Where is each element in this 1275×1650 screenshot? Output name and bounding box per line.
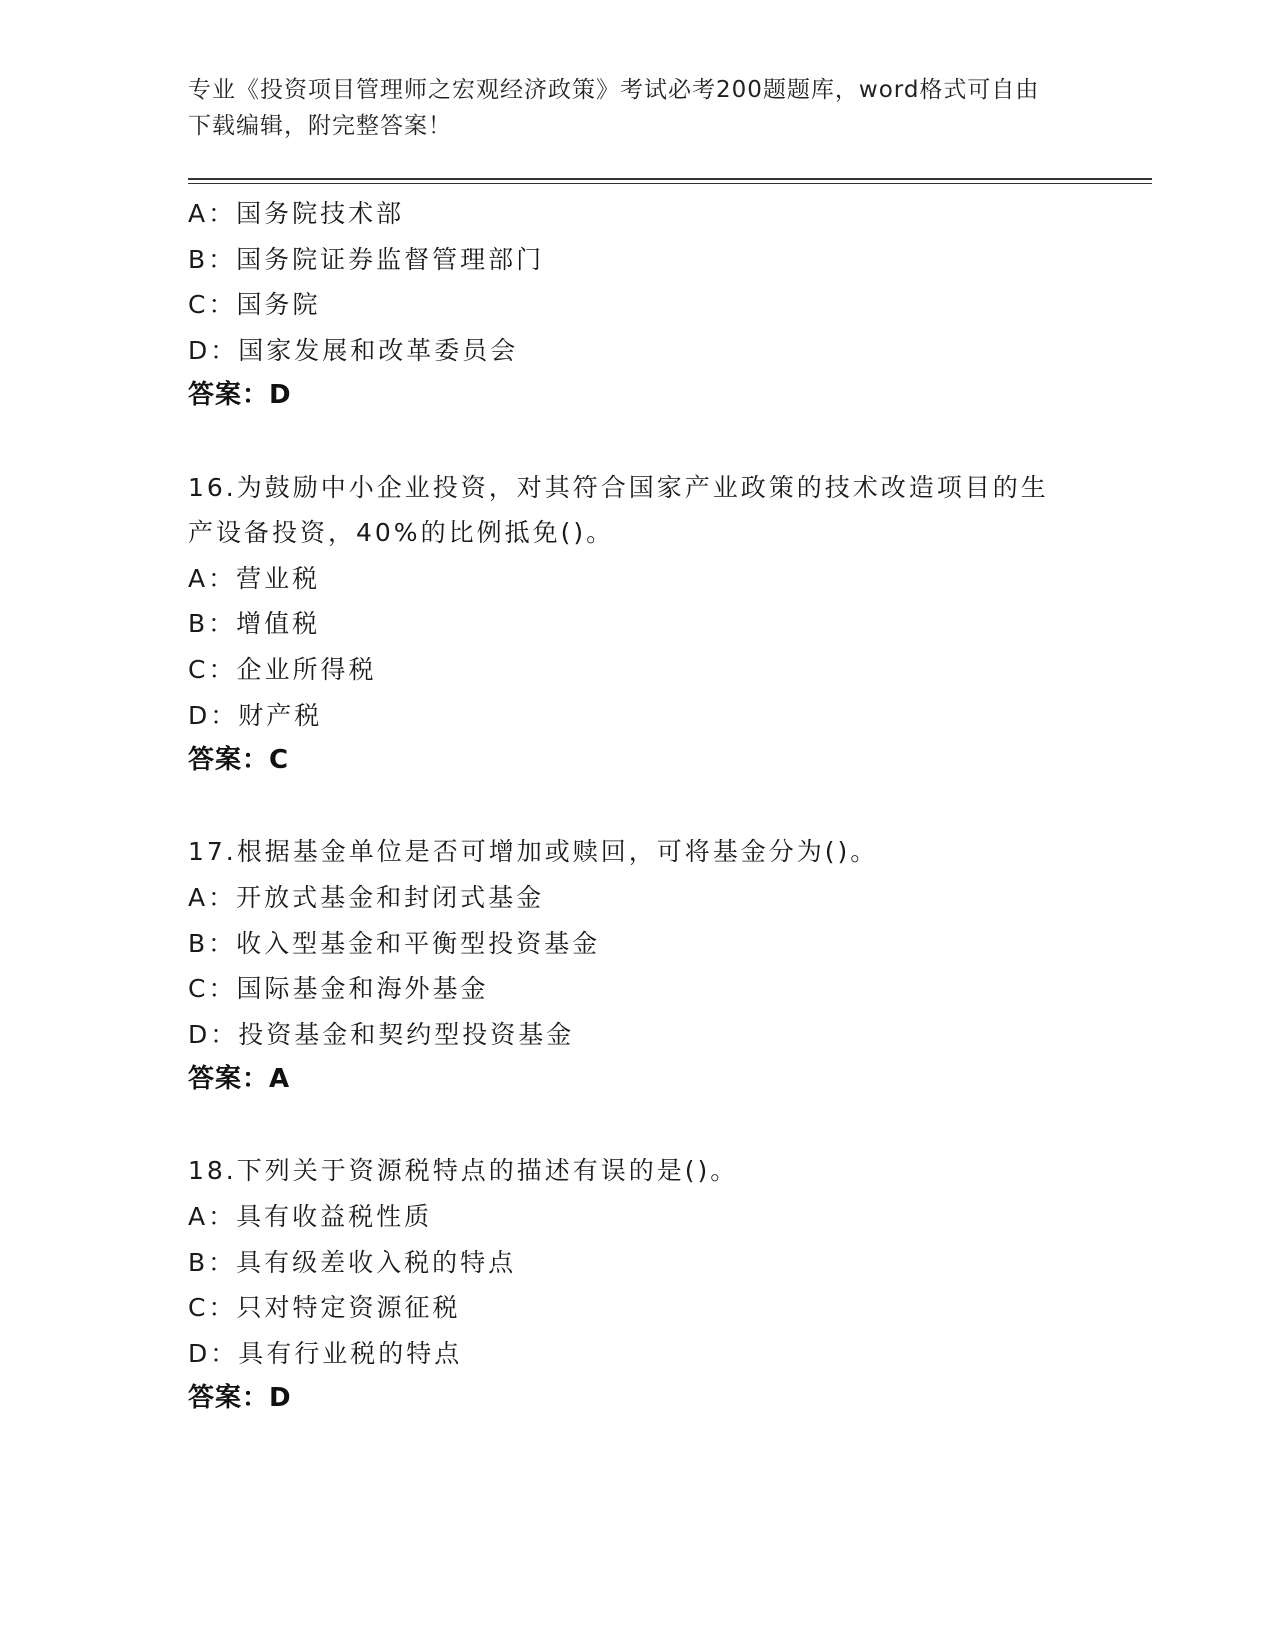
spacer [188,1103,1128,1149]
question-18 [188,1148,1128,1422]
header-line-1: 专业《投资项目管理师之宏观经济政策》考试必考200题题库，word格式可自由 [188,77,1040,103]
option-b: B：增值税 [188,609,321,639]
option-a: A：具有收益税性质 [188,1202,433,1232]
question-stem-line-1: 17.根据基金单位是否可增加或赎回，可将基金分为()。 [188,837,879,867]
question-stem-line-1: 18.下列关于资源税特点的描述有误的是()。 [188,1156,739,1186]
option-a: A：国务院技术部 [188,199,405,228]
header-rule-thick [188,178,1152,180]
option-d: D：投资基金和契约型投资基金 [188,1019,575,1049]
option-c: C：只对特定资源征税 [188,1293,461,1323]
option-c: C：国际基金和海外基金 [188,974,489,1004]
option-b: B：收入型基金和平衡型投资基金 [188,928,601,958]
option-c: C：国务院 [188,290,321,320]
spacer [188,784,1128,830]
question-15 [188,191,1128,419]
option-d: D：国家发展和改革委员会 [188,335,519,365]
spacer [188,419,1128,465]
question-stem-line-2: 产设备投资，40%的比例抵免()。 [188,518,615,548]
document-header [188,72,1078,144]
option-b: B：国务院证券监督管理部门 [188,244,545,274]
answer-label: 答案：D [188,1383,292,1414]
option-a: A：开放式基金和封闭式基金 [188,882,545,912]
question-16 [188,465,1128,784]
option-c: C：企业所得税 [188,654,377,684]
option-b: B：具有级差收入税的特点 [188,1247,517,1277]
answer-label: 答案：D [188,380,292,411]
answer-label: 答案：C [188,745,290,776]
option-d: D：财产税 [188,700,323,730]
question-list [188,191,1128,1422]
header-line-2: 下载编辑，附完整答案！ [188,113,452,139]
option-a: A：营业税 [188,563,321,593]
header-rule-thin [188,183,1152,184]
answer-label: 答案：A [188,1064,291,1095]
question-stem-line-1: 16.为鼓励中小企业投资，对其符合国家产业政策的技术改造项目的生 [188,472,1049,502]
question-17 [188,829,1128,1103]
option-d: D：具有行业税的特点 [188,1338,463,1368]
